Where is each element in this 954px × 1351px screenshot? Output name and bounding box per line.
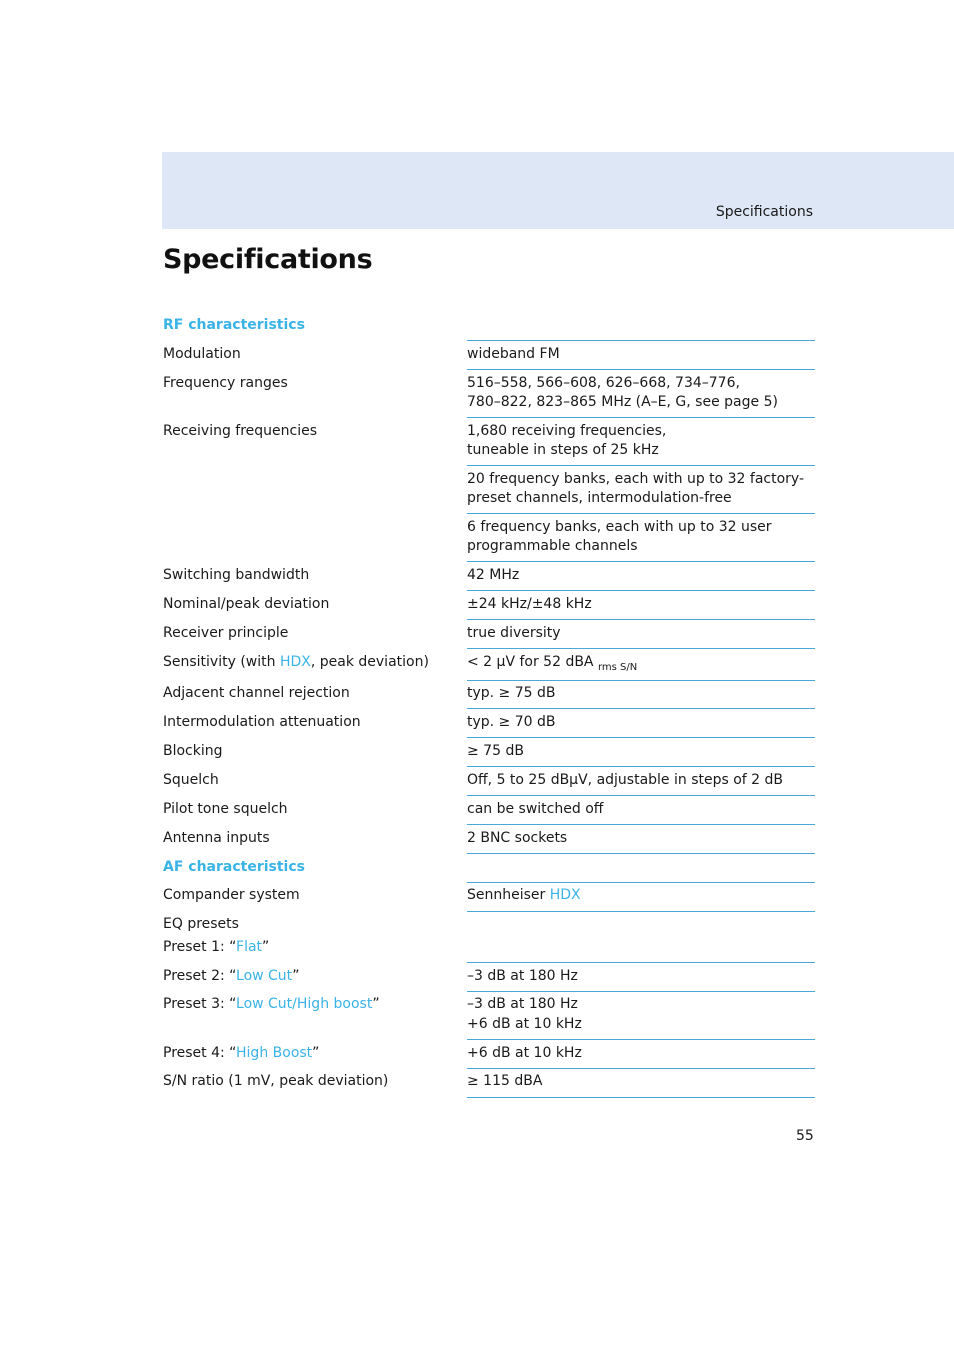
spec-value-sensitivity: < 2 µV for 52 dBA $_{rms S/N}$ (467, 654, 638, 673)
row-rule (467, 824, 815, 825)
row-rule (467, 648, 815, 649)
spec-value: typ. ≥ 70 dB (467, 714, 556, 730)
spec-value: ±24 kHz/±48 kHz (467, 596, 592, 612)
value-subscript: rms S/N (597, 662, 638, 673)
page-title: Specifications (163, 244, 373, 275)
spec-value: 42 MHz (467, 567, 520, 583)
section-heading-af: AF characteristics (163, 859, 305, 875)
spec-value-line: 20 frequency banks, each with up to 32 factory- (467, 471, 805, 487)
row-rule (467, 737, 815, 738)
spec-label: S/N ratio (1 mV, peak deviation) (163, 1073, 389, 1089)
row-rule (467, 1068, 815, 1069)
spec-label: Squelch (163, 772, 219, 788)
spec-label: Antenna inputs (163, 830, 270, 846)
row-rule (467, 590, 815, 591)
spec-value: 2 BNC sockets (467, 830, 568, 846)
preset-label: Preset 2: “Low Cut” (163, 968, 300, 984)
header-band (162, 152, 954, 229)
page-number: 55 (796, 1128, 814, 1144)
preset-label: Preset 3: “Low Cut/High boost” (163, 996, 380, 1012)
spec-value: can be switched off (467, 801, 604, 817)
hdx-term: HDX (549, 887, 581, 903)
row-rule (467, 680, 815, 681)
spec-label: Intermodulation attenuation (163, 714, 361, 730)
spec-label: Modulation (163, 346, 241, 362)
preset-name: Low Cut/High boost (236, 996, 373, 1012)
preset-name: Flat (236, 939, 263, 955)
row-rule (467, 962, 815, 963)
spec-value-line: 780–822, 823–865 MHz (A–E, G, see page 5) (467, 394, 778, 410)
row-rule (467, 882, 815, 883)
spec-label: Nominal/peak deviation (163, 596, 330, 612)
preset-label: Preset 1: “Flat” (163, 939, 270, 955)
spec-value: Off, 5 to 25 dBµV, adjustable in steps of 2 dB (467, 772, 784, 788)
spec-value-line: preset channels, intermodulation-free (467, 490, 732, 506)
row-rule (467, 853, 815, 854)
spec-label: Pilot tone squelch (163, 801, 288, 817)
section-heading-rf: RF characteristics (163, 317, 305, 333)
spec-value-compander: Sennheiser HDX (467, 887, 581, 903)
spec-label: Switching bandwidth (163, 567, 310, 583)
spec-label-sensitivity: Sensitivity (with HDX, peak deviation) (163, 654, 429, 670)
row-rule (467, 369, 815, 370)
row-rule (467, 795, 815, 796)
spec-value: ≥ 75 dB (467, 743, 524, 759)
running-header: Specifications (715, 204, 813, 220)
preset-name: Low Cut (236, 968, 293, 984)
spec-value-line: 516–558, 566–608, 626–668, 734–776, (467, 375, 740, 391)
spec-label: Compander system (163, 887, 300, 903)
row-rule (467, 465, 815, 466)
spec-value-line: –3 dB at 180 Hz (467, 968, 578, 984)
spec-label: Adjacent channel rejection (163, 685, 350, 701)
spec-value-line: –3 dB at 180 Hz (467, 996, 578, 1012)
row-rule (467, 340, 815, 341)
spec-value: wideband FM (467, 346, 560, 362)
row-rule (467, 1097, 815, 1098)
spec-value-line: +6 dB at 10 kHz (467, 1045, 582, 1061)
spec-label: Receiver principle (163, 625, 289, 641)
row-rule (467, 708, 815, 709)
spec-value-line: 1,680 receiving frequencies, (467, 423, 667, 439)
spec-value: typ. ≥ 75 dB (467, 685, 556, 701)
eq-presets-label: EQ presets (163, 916, 239, 932)
spec-value-line: tuneable in steps of 25 kHz (467, 442, 659, 458)
row-rule (467, 417, 815, 418)
row-rule (467, 619, 815, 620)
row-rule (467, 911, 815, 912)
spec-value-line: programmable channels (467, 538, 638, 554)
preset-label: Preset 4: “High Boost” (163, 1045, 320, 1061)
row-rule (467, 766, 815, 767)
spec-value: ≥ 115 dBA (467, 1073, 543, 1089)
spec-value-line: +6 dB at 10 kHz (467, 1016, 582, 1032)
spec-value-line: 6 frequency banks, each with up to 32 user (467, 519, 772, 535)
row-rule (467, 1039, 815, 1040)
row-rule (467, 991, 815, 992)
row-rule (467, 561, 815, 562)
spec-label: Receiving frequencies (163, 423, 318, 439)
row-rule (467, 513, 815, 514)
spec-label: Frequency ranges (163, 375, 288, 391)
spec-label: Blocking (163, 743, 223, 759)
hdx-term: HDX (279, 654, 311, 670)
preset-name: High Boost (236, 1045, 313, 1061)
spec-value: true diversity (467, 625, 561, 641)
